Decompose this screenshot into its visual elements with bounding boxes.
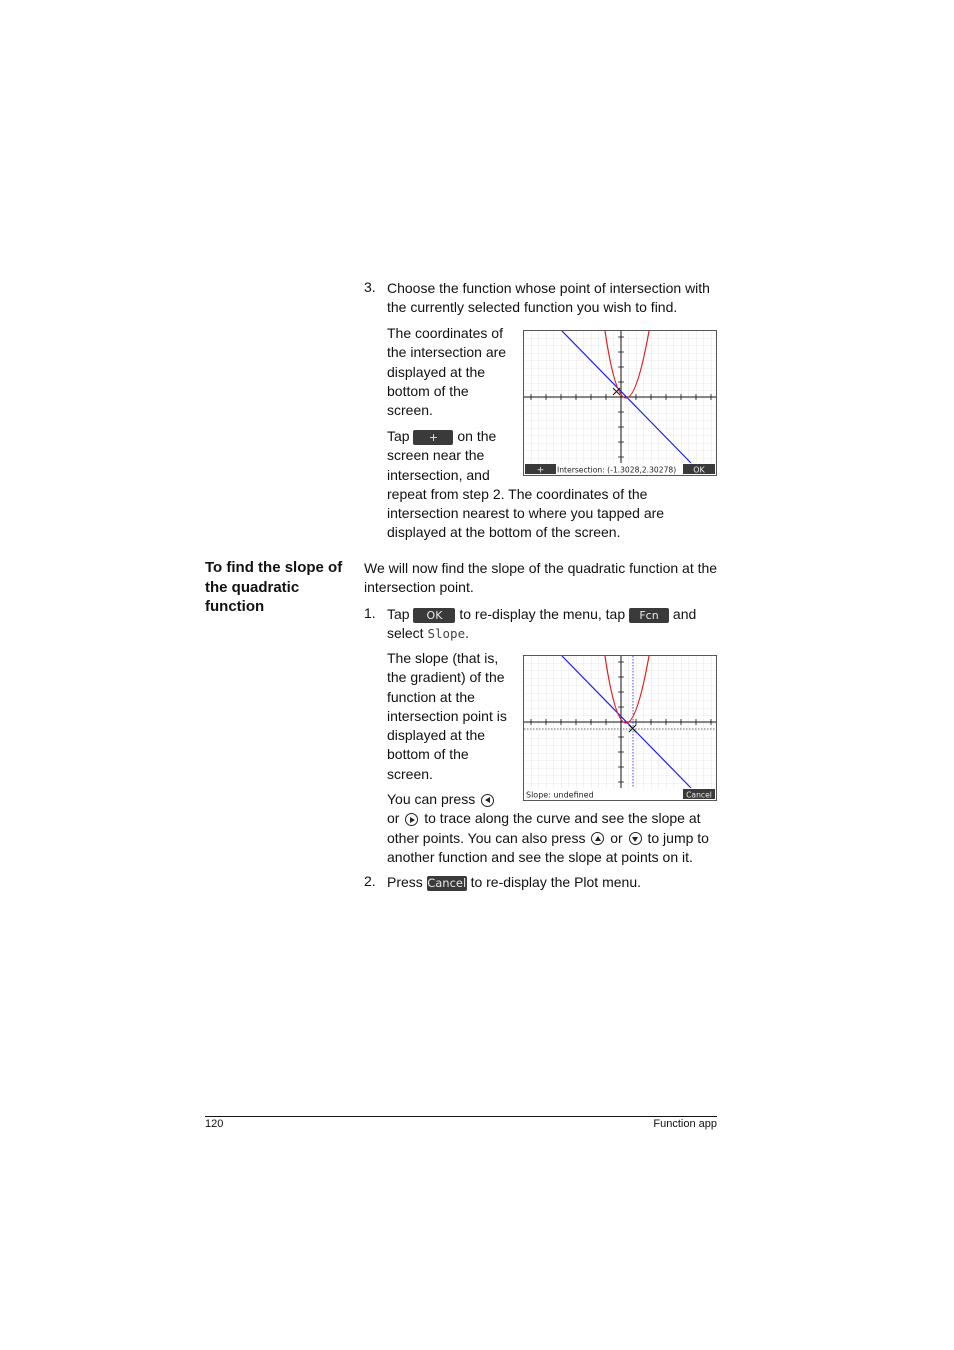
intro-line: We will now find the slope of the quadratic function at the [364, 560, 718, 576]
step-1-number: 1. [364, 605, 376, 621]
and-word: and [672, 606, 697, 622]
coords-line: The coordinates of [387, 325, 503, 341]
step-3-number: 3. [364, 279, 376, 295]
tap-after-key: on the [457, 428, 497, 444]
step-3-line-1: Choose the function whose point of intersection with [387, 280, 710, 296]
cancel-key-button[interactable]: Cancel [427, 875, 467, 890]
intersection-screenshot [523, 330, 717, 476]
trace-line-1 [387, 790, 709, 809]
slope-line: The slope (that is, [387, 650, 499, 666]
intro-line: intersection point. [364, 579, 474, 596]
slope-line: displayed at the [387, 727, 486, 744]
slope-line: function at the [387, 688, 475, 705]
heading-line: function [205, 598, 265, 615]
press-word: Press [387, 874, 423, 890]
tap-word: Tap [387, 606, 410, 622]
step-1-line-1 [387, 605, 696, 624]
tap-line-2: screen near the [387, 447, 485, 464]
section-heading [205, 558, 342, 617]
step-1-middle: to re-display the menu, tap [459, 606, 626, 622]
step-2-text [387, 873, 641, 892]
right-arrow-key-icon[interactable] [405, 813, 418, 826]
slope-screenshot [523, 655, 717, 801]
slope-paragraph [387, 649, 507, 784]
trace-line-2 [387, 809, 709, 828]
coords-line: displayed at the [387, 363, 486, 380]
left-arrow-key-icon[interactable] [481, 794, 494, 807]
ok-softkey-label: OK [693, 465, 705, 475]
step-2-rest: to re-display the Plot menu. [470, 874, 641, 890]
plus-key-button[interactable]: + [413, 430, 453, 445]
step-1-text [387, 605, 696, 644]
heading-line: To find the slope of [205, 559, 343, 576]
slope-line: intersection point is [387, 707, 507, 724]
select-word: select [387, 625, 424, 642]
coords-line: screen. [387, 402, 433, 419]
page-number: 120 [205, 1118, 224, 1130]
cancel-softkey-label: Cancel [686, 790, 712, 800]
or-word: or [387, 810, 400, 827]
trace-line-1-text: You can press [387, 791, 476, 807]
trace-line-4: another function and see the slope at points on it. [387, 848, 693, 865]
slope-status-text: Slope: undefined [526, 790, 594, 800]
trace-line-3-end: to jump to [647, 829, 709, 846]
coords-line: bottom of the [387, 382, 469, 399]
tap-line-6: displayed at the bottom of the screen. [387, 524, 621, 541]
slope-line: screen. [387, 765, 433, 782]
intersection-plot [524, 331, 716, 475]
tap-line-5: intersection nearest to where you tapped are [387, 505, 665, 522]
trace-line-3 [387, 829, 709, 848]
period: . [465, 625, 469, 642]
chapter-name: Function app [653, 1118, 717, 1130]
trace-line-2-text: to trace along the curve and see the slope at [424, 810, 701, 827]
step-1-line-2 [387, 624, 696, 643]
slope-command: Slope [427, 626, 466, 642]
section-intro [364, 559, 717, 598]
footer-rule [205, 1116, 717, 1117]
ok-key-button[interactable]: OK [413, 608, 455, 623]
down-arrow-key-icon[interactable] [629, 832, 642, 845]
coords-line: the intersection are [387, 344, 507, 361]
coords-paragraph [387, 324, 506, 420]
up-arrow-key-icon[interactable] [591, 832, 604, 845]
tap-line-4: repeat from step 2. The coordinates of the [387, 485, 648, 502]
step-2-number: 2. [364, 873, 376, 889]
trace-paragraph [387, 790, 709, 867]
slope-line: the gradient) of the [387, 669, 505, 686]
tap-line-3: intersection, and [387, 466, 490, 483]
step-3-line-2: the currently selected function you wish to find. [387, 299, 678, 315]
slope-plot [524, 656, 716, 800]
slope-line: bottom of the [387, 746, 469, 763]
trace-line-3-start: other points. You can also press [387, 829, 586, 846]
fcn-key-button[interactable]: Fcn [629, 608, 669, 623]
plus-softkey-label: + [536, 465, 545, 475]
or-word: or [610, 829, 623, 846]
heading-line: the quadratic [205, 578, 300, 596]
intersection-status-text: Intersection: (-1.3028,2.30278) [557, 465, 677, 475]
tap-word: Tap [387, 428, 410, 444]
